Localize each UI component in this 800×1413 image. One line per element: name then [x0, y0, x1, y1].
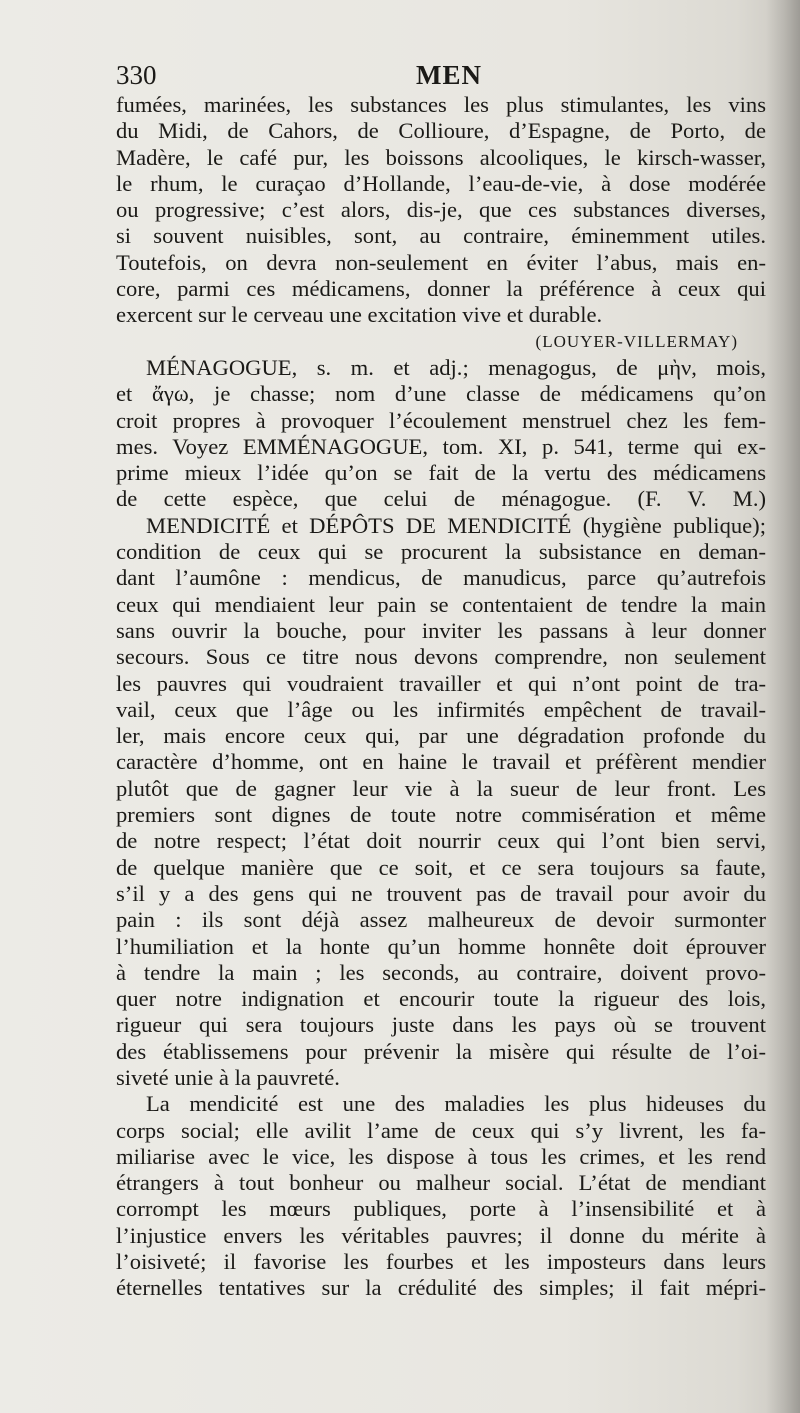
text-line: dant l’aumône : mendicus, de manudicus, parce qu’autrefois — [116, 565, 766, 591]
text-line: exercent sur le cerveau une excitation vive et durable. — [116, 302, 603, 328]
page-header — [116, 60, 766, 94]
entry-menagogue-heading: MÉNAGOGUE, s. m. et adj.; menagogus, de μὴν, mois, — [146, 354, 766, 380]
text-line: l’humiliation et la honte qu’un homme honnête doit éprouver — [116, 933, 766, 959]
text-line: miliarise avec le vice, les dispose à tous les crimes, et les rend — [116, 1143, 766, 1169]
text-line: corrompt les mœurs publiques, porte à l’insensibilité et à — [116, 1196, 766, 1222]
text-line: sans ouvrir la bouche, pour inviter les passans à leur donner — [116, 617, 766, 643]
text-line: caractère d’homme, ont en haine le travail et préfèrent mendier — [116, 749, 766, 775]
text-line: et ἄγω, je chasse; nom d’une classe de médicamens qu’on — [116, 381, 766, 407]
author-signature: (LOUYER-VILLERMAY) — [535, 331, 738, 351]
text-line: ler, mais encore ceux qui, par une dégradation profonde du — [116, 723, 766, 749]
text-line: corps social; elle avilit l’ame de ceux qui s’y livrent, les fa- — [116, 1117, 766, 1143]
text-line: prime mieux l’idée qu’on se fait de la vertu des médicamens — [116, 460, 766, 486]
text-line: mes. Voyez EMMÉNAGOGUE, tom. XI, p. 541, terme qui ex- — [116, 433, 766, 459]
text-line: secours. Sous ce titre nous devons comprendre, non seulement — [116, 644, 766, 670]
text-line: à tendre la main ; les seconds, au contraire, doivent provo- — [116, 959, 766, 985]
text-line: de cette espèce, que celui de ménagogue. (F. V. M.) — [116, 486, 766, 512]
text-line: du Midi, de Cahors, de Collioure, d’Espagne, de Porto, de — [116, 118, 766, 144]
text-line: condition de ceux qui se procurent la subsistance en deman- — [116, 539, 766, 565]
text-line: Madère, le café pur, les boissons alcooliques, le kirsch-wasser, — [116, 144, 766, 170]
text-line: de quelque manière que ce soit, et ce sera toujours sa faute, — [116, 854, 766, 880]
text-line: l’injustice envers les véritables pauvres; il donne du mérite à — [116, 1222, 766, 1248]
text-line: premiers sont dignes de toute notre commisération et même — [116, 802, 766, 828]
running-head: MEN — [416, 60, 482, 90]
text-line: pain : ils sont déjà assez malheureux de devoir surmonter — [116, 907, 766, 933]
text-line: quer notre indignation et encourir toute la rigueur des lois, — [116, 986, 766, 1012]
text-line: rigueur qui sera toujours juste dans les pays où se trouvent — [116, 1012, 766, 1038]
text-line: fumées, marinées, les substances les plus stimulantes, les vins — [116, 92, 766, 117]
text-line: étrangers à tout bonheur ou malheur social. L’état de mendiant — [116, 1170, 766, 1196]
text-line: des établissemens pour prévenir la misère qui résulte de l’oi- — [116, 1038, 766, 1064]
text-line: plutôt que de gagner leur vie à la sueur de leur front. Les — [116, 775, 766, 801]
text-line: siveté unie à la pauvreté. — [116, 1064, 340, 1090]
text-line: de notre respect; l’état doit nourrir ceux qui l’ont bien servi, — [116, 828, 766, 854]
text-line: éternelles tentatives sur la crédulité des simples; il fait mépri- — [116, 1275, 766, 1301]
text-line: croit propres à provoquer l’écoulement menstruel chez les fem- — [116, 407, 766, 433]
text-line: vail, ceux que l’âge ou les infirmités empêchent de travail- — [116, 696, 766, 722]
body-text — [116, 92, 766, 1302]
text-line: ceux qui mendiaient leur pain se contentaient de tendre la main — [116, 591, 766, 617]
text-line: s’il y a des gens qui ne trouvent pas de travail pour avoir du — [116, 880, 766, 906]
entry-mendicite-heading: MENDICITÉ et DÉPÔTS DE MENDICITÉ (hygiène publique); — [146, 512, 766, 538]
page-number: 330 — [116, 60, 157, 90]
text-line: l’oisiveté; il favorise les fourbes et les imposteurs dans leurs — [116, 1249, 766, 1275]
text-line: Toutefois, on devra non-seulement en éviter l’abus, mais en- — [116, 249, 766, 275]
text-line: ou progressive; c’est alors, dis-je, que ces substances diverses, — [116, 197, 766, 223]
text-line: core, parmi ces médicamens, donner la préférence à ceux qui — [116, 276, 766, 302]
text-line: si souvent nuisibles, sont, au contraire, éminemment utiles. — [116, 223, 766, 249]
text-line: le rhum, le curaçao d’Hollande, l’eau-de-vie, à dose modérée — [116, 170, 766, 196]
text-line: les pauvres qui voudraient travailler et qui n’ont point de tra- — [116, 670, 766, 696]
paragraph-start: La mendicité est une des maladies les plus hideuses du — [146, 1091, 766, 1117]
binding-shadow — [766, 0, 800, 1413]
